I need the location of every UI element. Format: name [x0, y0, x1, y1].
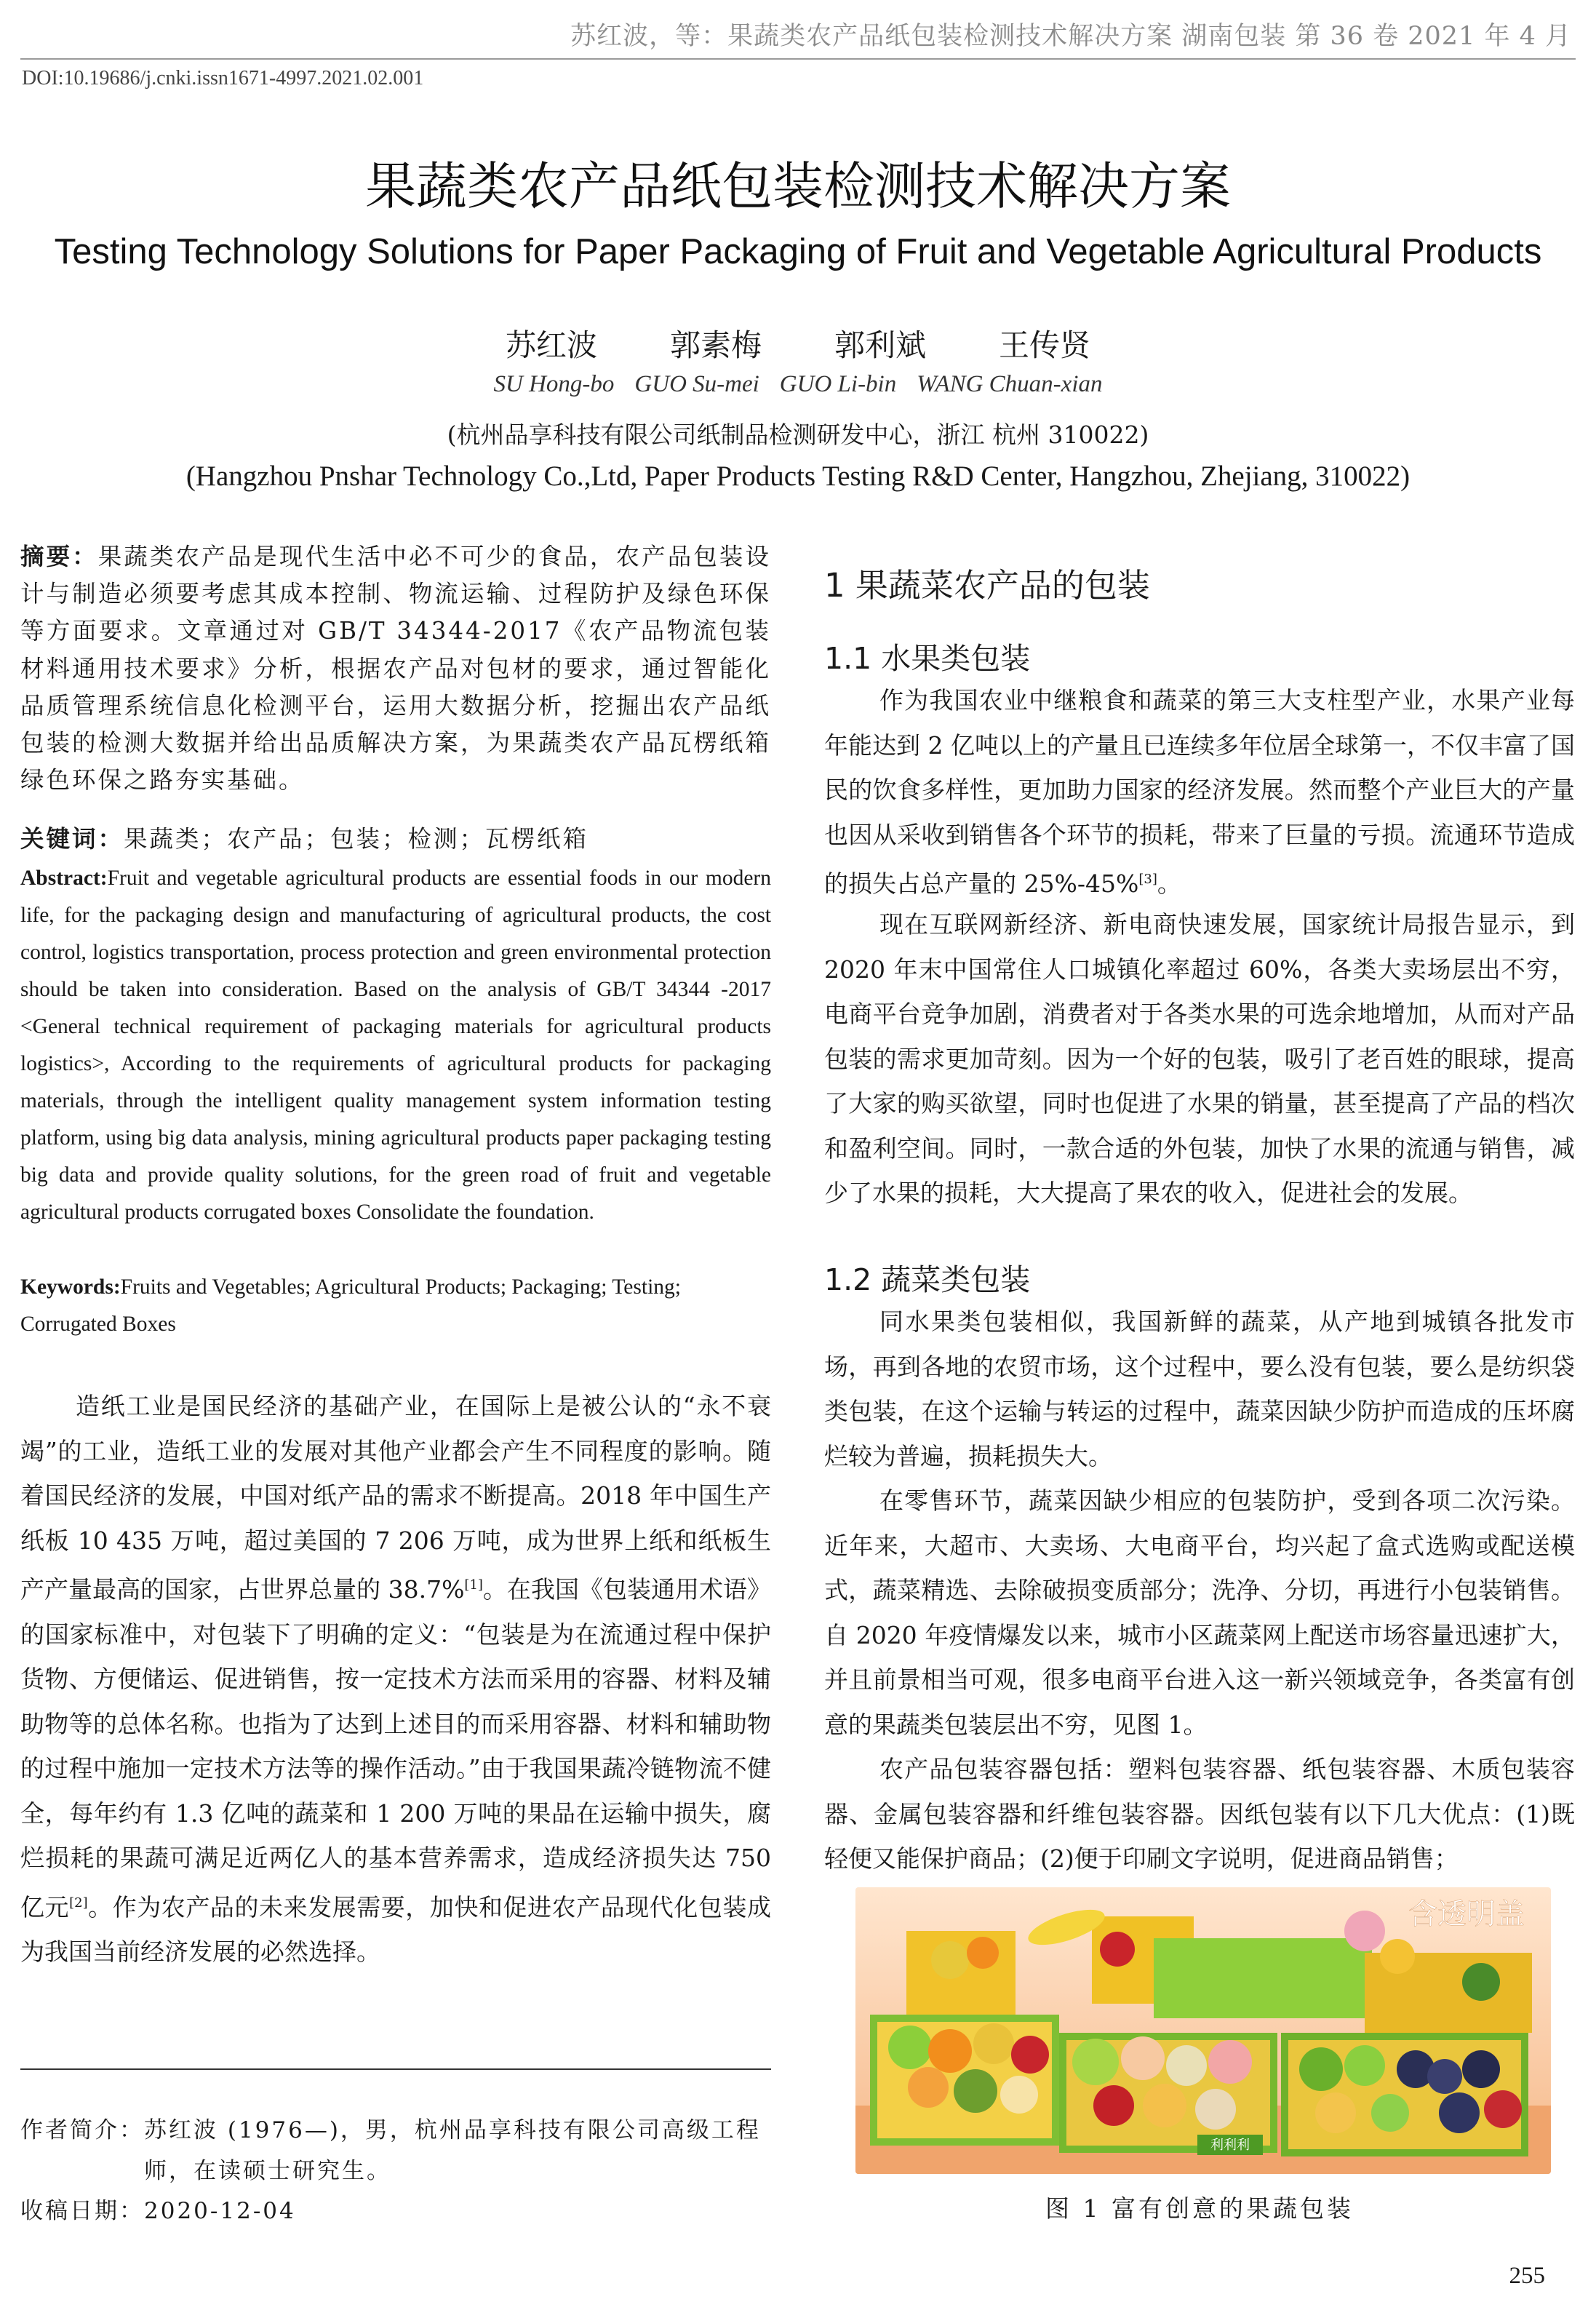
- section-heading-1: 1 果蔬菜农产品的包装: [824, 566, 1150, 605]
- abstract-en-text: Fruit and vegetable agricultural products are essential foods in our modern life, for the packaging design and manufacturing of agricultural products, the cost control, logistics transportation, process protection and green environmental protection should be taken into consideration. Based on the analysis of GB/T 34344 -2017 <General technical requirement of packaging materials for agricultural products logistics>, According to the requirements of agricultural products for packaging materials, through the intelligent quality management system information testing platform, using big data analysis, mining agricultural products paper packaging testing big data and provide quality solutions, for the green road of fruit and vegetable agricultural products corrugated boxes Consolidate the foundation.: [20, 867, 771, 1224]
- citation: [1]: [464, 1577, 483, 1593]
- intro-paragraph: [20, 1384, 771, 1975]
- subsection-heading-1-1: 1.1 水果类包装: [824, 641, 1031, 676]
- intro-text: 。作为农产品的未来发展需要，加快和促进农产品现代化包装成为我国当前经济发展的必然选择。: [20, 1892, 772, 1966]
- footnote-date-label: 收稿日期：: [20, 2198, 144, 2224]
- keywords-en: [20, 1269, 771, 1343]
- footnote-author-text: 苏红波 (1976—)，男，杭州品享科技有限公司高级工程师，在读硕士研究生。: [144, 2117, 761, 2184]
- running-head: 苏红波，等：果蔬类农产品纸包装检测技术解决方案 湖南包装 第 36 卷 2021 年 4 月: [570, 22, 1571, 51]
- paragraph-fruit-2: 现在互联网新经济、新电商快速发展，国家统计局报告显示，到 2020 年末中国常住人口城镇化率超过 60%，各类大卖场层出不穷，电商平台竞争加剧，消费者对于各类水果的可选余地增加，从而对产品包装的需求更加苛刻。因为一个好的包装，吸引了老百姓的眼球，提高了大家的购买欲望，同时也促进了水果的销量，甚至提高了产品的档次和盈利空间。同时，一款合适的外包装，加快了水果的流通与销售，减少了水果的损耗，大大提高了果农的收入，促进社会的发展。: [824, 910, 1575, 1207]
- author-cn: 苏红波: [505, 327, 597, 363]
- footnote-date: [20, 2192, 771, 2225]
- keywords-cn: [20, 821, 771, 857]
- citation: [3]: [1138, 872, 1157, 887]
- paragraph-text: 作为我国农业中继粮食和蔬菜的第三大支柱型产业，水果产业每年能达到 2 亿吨以上的产量且已连续多年位居全球第一，不仅丰富了国民的饮食多样性，更加助力国家的经济发展。然而整个产业巨大的产量也因从采收到销售各个环节的损耗，带来了巨量的亏损。流通环节造成的损失占总产量的 25%-45%: [824, 686, 1575, 898]
- header-rule: [20, 58, 1576, 60]
- doi: DOI:10.19686/j.cnki.issn1671-4997.2021.02.001: [22, 67, 424, 89]
- intro-text: 。在我国《包装通用术语》的国家标准中，对包装下了明确的定义：“包装是为在流通过程中保护货物、方便储运、促进销售，按一定技术方法而采用的容器、材料及辅助物等的总体名称。也指为了达到上述目的而采用容器、材料和辅助物的过程中施加一定技术方法等的操作活动。”由于我国果蔬冷链物流不健全，每年约有 1.3 亿吨的蔬菜和 1 200 万吨的果品在运输中损失，腐烂损耗的果蔬可满足近两亿人的基本营养需求，造成经济损失达 750 亿元: [20, 1575, 771, 1921]
- paragraph-fruit-1: [824, 678, 1575, 907]
- affiliation-en: (Hangzhou Pnshar Technology Co.,Ltd, Paper Products Testing R&D Center, Hangzhou, Zhejiang, 310022): [185, 461, 1411, 492]
- paragraph-text: 。: [1157, 869, 1181, 898]
- abstract-cn-text: 果蔬类农产品是现代生活中必不可少的食品，农产品包装设计与制造必须要考虑其成本控制、物流运输、过程防护及绿色环保等方面要求。文章通过对 GB/T 34344-2017《农产品物流包装材料通用技术要求》分析，根据农产品对包材的要求，通过智能化品质管理系统信息化检测平台，运用大数据分析，挖掘出农产品纸包装的检测大数据并给出品质解决方案，为果蔬类农产品瓦楞纸箱绿色环保之路夯实基础。: [20, 543, 771, 794]
- author-en: WANG Chuan-xian: [917, 371, 1103, 397]
- title-en: Testing Technology Solutions for Paper Packaging of Fruit and Vegetable Agricultural Products: [54, 232, 1542, 271]
- author-cn: 郭利斌: [834, 327, 927, 363]
- title-cn: 果蔬类农产品纸包装检测技术解决方案: [365, 156, 1231, 216]
- abstract-cn: [20, 538, 771, 799]
- paragraph-vegetable-2: 在零售环节，蔬菜因缺少相应的包装防护，受到各项二次污染。近年来，大超市、大卖场、大电商平台，均兴起了盒式选购或配送模式，蔬菜精选、去除破损变质部分；洗净、分切，再进行小包装销售。自 2020 年疫情爆发以来，城市小区蔬菜网上配送市场容量迅速扩大，并且前景相当可观，很多电商平台进入这一新兴领域竞争，各类富有创意的果蔬类包装层出不穷，见图 1。: [824, 1486, 1575, 1739]
- footnote-author-label: 作者简介：: [20, 2117, 144, 2143]
- box-label: 利利利: [1210, 2138, 1250, 2153]
- author-en: GUO Li-bin: [779, 371, 897, 397]
- paragraph-containers: 农产品包装容器包括：塑料包装容器、纸包装容器、木质包装容器、金属包装容器和纤维包装容器。因纸包装有以下几大优点：(1)既轻便又能保护商品；(2)便于印刷文字说明，促进商品销售；: [824, 1755, 1575, 1873]
- author-cn: 郭素梅: [669, 327, 762, 363]
- intro-text: 造纸工业是国民经济的基础产业，在国际上是被公认的“永不衰竭”的工业，造纸工业的发展对其他产业都会产生不同程度的影响。随着国民经济的发展，中国对纸产品的需求不断提高。2018 年中国生产纸板 10 435 万吨，超过美国的 7 206 万吨，成为世界上纸和纸板生产产量最高的国家，占世界总量的 38.7%: [20, 1392, 771, 1604]
- abstract-en: [20, 860, 771, 1231]
- figure-overlay-text: 含透明盖: [1408, 1897, 1525, 1931]
- authors-en: [0, 371, 1596, 398]
- fruit-box-illustration: [855, 1887, 1551, 2174]
- subsection-heading-1-2: 1.2 蔬菜类包装: [824, 1262, 1031, 1297]
- keywords-en-text: Fruits and Vegetables; Agricultural Products; Packaging; Testing; Corrugated Boxes: [20, 1275, 681, 1336]
- affiliation-cn: (杭州品享科技有限公司纸制品检测研发中心，浙江 杭州 310022): [447, 421, 1149, 449]
- abstract-cn-label: 摘要：: [20, 543, 98, 570]
- page-number: 255: [1509, 2263, 1545, 2289]
- author-en: SU Hong-bo: [493, 371, 615, 397]
- paragraph-vegetable-1: 同水果类包装相似，我国新鲜的蔬菜，从产地到城镇各批发市场，再到各地的农贸市场，这个过程中，要么没有包装，要么是纺织袋类包装，在这个运输与转运的过程中，蔬菜因缺少防护而造成的压坏腐烂较为普遍，损耗损失大。: [824, 1307, 1575, 1470]
- figure-caption: 图 1 富有创意的果蔬包装: [1045, 2194, 1354, 2223]
- citation: [2]: [69, 1895, 88, 1911]
- footnote-rule: [20, 2068, 771, 2070]
- author-en: GUO Su-mei: [634, 371, 759, 397]
- author-cn: 王传贤: [999, 327, 1091, 363]
- keywords-cn-label: 关键词：: [20, 825, 124, 853]
- footnote-date-text: 2020-12-04: [144, 2198, 296, 2224]
- figure-fruit-packaging: [855, 1887, 1551, 2174]
- keywords-cn-text: 果蔬类；农产品；包装；检测；瓦楞纸箱: [124, 825, 589, 853]
- authors-cn: [0, 322, 1596, 365]
- footnote-author: [20, 2110, 771, 2191]
- keywords-en-label: Keywords:: [20, 1275, 121, 1299]
- abstract-en-label: Abstract:: [20, 867, 108, 890]
